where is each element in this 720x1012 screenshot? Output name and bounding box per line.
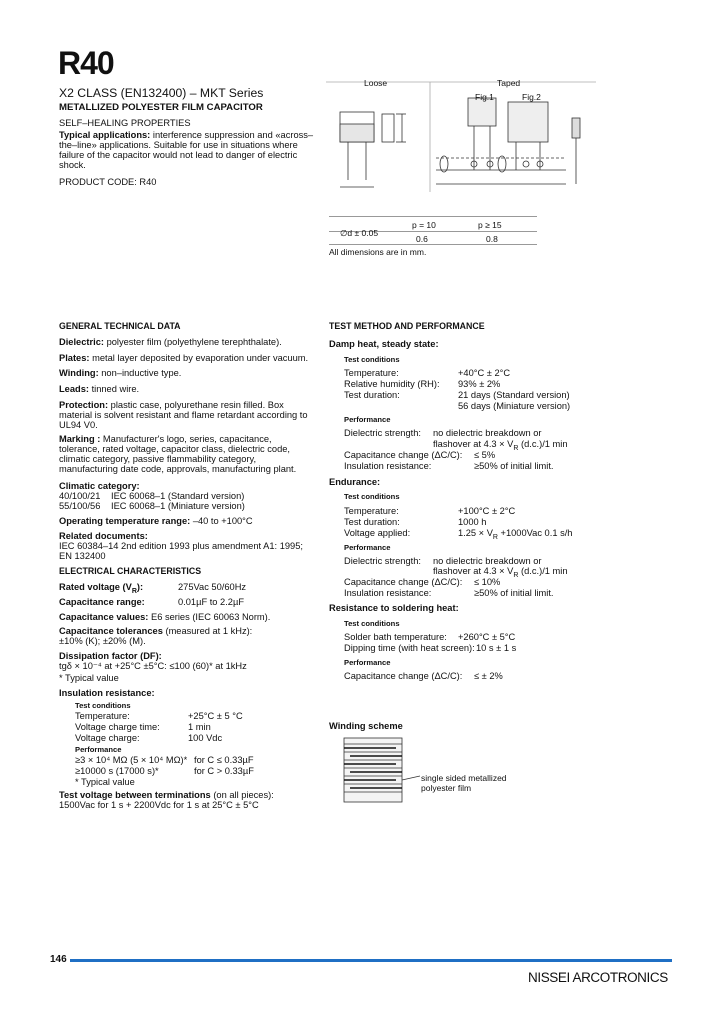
dielectric-label: Dielectric: <box>59 337 104 347</box>
winding-scheme-title: Winding scheme <box>329 721 403 731</box>
test-voltage-label: Test voltage between terminations <box>59 790 211 800</box>
ir-label: Insulation resistance: <box>59 688 155 698</box>
solder-conditions: Test conditions <box>344 619 400 628</box>
ir-volt-label: Voltage charge: <box>75 733 140 743</box>
end-ds-v2-text: flashover at 4.3 × V <box>433 566 514 576</box>
plates-label: Plates: <box>59 353 90 363</box>
dimension-drawing <box>326 72 596 212</box>
end-va-label: Voltage applied: <box>344 528 411 538</box>
climatic-code-1: 40/100/21 <box>59 491 101 501</box>
table-col1-header: p = 10 <box>412 220 436 230</box>
dimensions-note: All dimensions are in mm. <box>329 247 427 257</box>
figure-taped-label: Taped <box>497 78 521 88</box>
marking-row <box>59 434 315 474</box>
rated-voltage-label <box>59 582 143 597</box>
winding-row <box>59 368 181 379</box>
plates-value: metal layer deposited by evaporation under vacuum. <box>92 353 309 363</box>
winding-scheme-svg <box>338 734 428 806</box>
dielectric-value: polyester film (polyethylene terephthalate). <box>106 337 282 347</box>
end-ds-v2-sub: R <box>513 571 519 579</box>
winding-label: Winding: <box>59 368 99 378</box>
feature-text: SELF–HEALING PROPERTIES <box>59 118 191 128</box>
end-ds-v2-end: (d.c.)/1 min <box>518 566 568 576</box>
test-voltage-value: 1500Vac for 1 s + 2200Vdc for 1 s at 25°C ± 5°C <box>59 800 259 810</box>
related-value: IEC 60384–14 2nd edition 1993 plus amendment A1: 1995; EN 132400 <box>59 541 303 562</box>
damp-ds-value-1: no dielectric breakdown or <box>433 428 542 438</box>
solder-dip-label: Dipping time (with heat screen): <box>344 643 475 653</box>
end-dur-value: 1000 h <box>458 517 487 527</box>
solder-temp-label: Solder bath temperature: <box>344 632 447 642</box>
solder-cc-value: ≤ ± 2% <box>474 671 503 681</box>
operating-temp-label: Operating temperature range: <box>59 516 191 526</box>
damp-rh-value: 93% ± 2% <box>458 379 501 389</box>
ir-perf-1-cond: for C ≤ 0.33µF <box>194 755 254 765</box>
marking-label: Marking : <box>59 434 101 444</box>
winding-value: non–inductive type. <box>101 368 182 378</box>
end-va-value <box>458 528 572 543</box>
typical-applications-label: Typical applications: <box>59 130 151 140</box>
winding-scheme-drawing <box>338 734 428 806</box>
solder-temp-value: +260°C ± 5°C <box>458 632 516 642</box>
ir-volt-value: 100 Vdc <box>188 733 223 743</box>
product-code: PRODUCT CODE: R40 <box>59 177 157 187</box>
test-voltage-cond: (on all pieces): <box>213 790 274 800</box>
endurance-conditions: Test conditions <box>344 492 400 501</box>
end-dur-label: Test duration: <box>344 517 400 527</box>
protection-row <box>59 400 315 430</box>
end-ir-label: Insulation resistance: <box>344 588 432 598</box>
table-val1: 0.6 <box>416 234 428 244</box>
climatic-text-1: IEC 60068–1 (Standard version) <box>111 491 245 501</box>
winding-note-2: polyester film <box>421 783 472 793</box>
typical-applications <box>59 130 319 170</box>
climatic-code-2: 55/100/56 <box>59 501 101 511</box>
ir-time-value: 1 min <box>188 722 211 732</box>
table-col2-header: p ≥ 15 <box>478 220 502 230</box>
ir-perf-1: ≥3 × 10⁴ MΩ (5 × 10⁴ MΩ)* <box>75 755 188 765</box>
ir-performance: Performance <box>75 745 122 754</box>
ir-perf-2-cond: for C > 0.33µF <box>194 766 254 776</box>
damp-performance: Performance <box>344 415 391 424</box>
general-title: GENERAL TECHNICAL DATA <box>59 321 181 331</box>
damp-cc-value: ≤ 5% <box>474 450 496 460</box>
rated-voltage-sub: R <box>131 587 137 595</box>
cap-tol-value: ±10% (K); ±20% (M). <box>59 636 146 646</box>
dimension-drawing-svg <box>326 72 596 212</box>
end-va-text: 1.25 × V <box>458 528 493 538</box>
winding-note-1: single sided metallized <box>421 773 507 783</box>
cap-tol-label: Capacitance tolerances <box>59 626 163 636</box>
rated-voltage-label-text: Rated voltage (V <box>59 582 132 592</box>
leads-value: tinned wire. <box>91 384 140 394</box>
protection-label: Protection: <box>59 400 109 410</box>
table-rule-bottom <box>329 244 537 245</box>
typical-applications-text: interference suppression and «across–the–line» applications. Suitable for use in situations where failure of the capacitor would not lead to danger of electric shock. <box>59 130 314 171</box>
electrical-title: ELECTRICAL CHARACTERISTICS <box>59 566 202 576</box>
page-number: 146 <box>50 954 67 965</box>
leads-label: Leads: <box>59 384 89 394</box>
damp-temp-value: +40°C ± 2°C <box>458 368 511 378</box>
df-value: tgδ × 10⁻⁴ at +25°C ±5°C: ≤100 (60)* at 1kHz <box>59 661 247 671</box>
damp-temp-label: Temperature: <box>344 368 399 378</box>
end-cc-label: Capacitance change (ΔC/C): <box>344 577 463 587</box>
solder-cc-label: Capacitance change (ΔC/C): <box>344 671 463 681</box>
marking-value: Manufacturer's logo, series, capacitance, tolerance, rated voltage, capacitor class, dielectric code, climatic category, passive flammability category, manufacturing date code, approvals, manufacturing plant. <box>59 434 297 475</box>
capacitor-type: METALLIZED POLYESTER FILM CAPACITOR <box>59 102 263 113</box>
footer-brand: NISSEI ARCOTRONICS <box>528 970 668 985</box>
end-temp-label: Temperature: <box>344 506 399 516</box>
cap-tol-row <box>59 626 252 637</box>
damp-ds-v2-end: (d.c.)/1 min <box>518 439 568 449</box>
ir-perf-2: ≥10000 s (17000 s)* <box>75 766 159 776</box>
damp-ds-label: Dielectric strength: <box>344 428 421 438</box>
series-title: X2 CLASS (EN132400) – MKT Series <box>59 86 264 100</box>
typical-note-2: * Typical value <box>75 777 135 787</box>
leads-row <box>59 384 139 395</box>
climatic-label: Climatic category: <box>59 481 140 491</box>
end-temp-value: +100°C ± 2°C <box>458 506 516 516</box>
end-ir-value: ≥50% of initial limit. <box>474 588 554 598</box>
model-title: R40 <box>58 45 114 81</box>
cap-range-value: 0.01µF to 2.2µF <box>178 597 245 607</box>
damp-rh-label: Relative humidity (RH): <box>344 379 440 389</box>
damp-ds-v2-text: flashover at 4.3 × V <box>433 439 514 449</box>
protection-value: plastic case, polyurethane resin filled. Box material is solvent resistant and flame retardant according to UL94 V0. <box>59 400 308 431</box>
end-cc-value: ≤ 10% <box>474 577 501 587</box>
figure-fig1-label: Fig.1 <box>475 92 494 102</box>
operating-temp-row <box>59 516 253 527</box>
dielectric-row <box>59 337 282 348</box>
operating-temp-value: –40 to +100°C <box>192 516 253 526</box>
damp-cc-label: Capacitance change (ΔC/C): <box>344 450 463 460</box>
damp-ir-label: Insulation resistance: <box>344 461 432 471</box>
endurance-performance: Performance <box>344 543 391 552</box>
end-va-sub: R <box>492 533 498 541</box>
damp-ds-v2-sub: R <box>513 444 519 452</box>
related-label: Related documents: <box>59 531 148 541</box>
rated-voltage-value: 275Vac 50/60Hz <box>178 582 247 592</box>
rated-voltage-label-end: ): <box>136 582 144 592</box>
df-label: Dissipation factor (DF): <box>59 651 162 661</box>
plates-row <box>59 353 308 364</box>
footer-rule <box>70 959 672 962</box>
ir-temp-value: +25°C ± 5 °C <box>188 711 243 721</box>
typical-note-1: * Typical value <box>59 673 119 683</box>
cap-values-label: Capacitance values: <box>59 612 149 622</box>
tests-title: TEST METHOD AND PERFORMANCE <box>329 321 485 331</box>
solder-performance: Performance <box>344 658 391 667</box>
endurance-title: Endurance: <box>329 477 381 487</box>
table-val2: 0.8 <box>486 234 498 244</box>
damp-dur-value-2: 56 days (Miniature version) <box>458 401 571 411</box>
table-rule-top <box>329 216 537 217</box>
climatic-text-2: IEC 60068–1 (Miniature version) <box>111 501 245 511</box>
solder-dip-value: 10 s ± 1 s <box>476 643 517 653</box>
cap-tol-cond: (measured at 1 kHz): <box>165 626 253 636</box>
damp-title: Damp heat, steady state: <box>329 339 439 349</box>
damp-dur-value-1: 21 days (Standard version) <box>458 390 570 400</box>
cap-values-row <box>59 612 270 623</box>
ir-temp-label: Temperature: <box>75 711 130 721</box>
solder-title: Resistance to soldering heat: <box>329 603 459 613</box>
figure-loose-label: Loose <box>364 78 388 88</box>
table-row-label: ∅d ± 0.05 <box>340 228 379 238</box>
cap-values-value: E6 series (IEC 60063 Norm). <box>151 612 271 622</box>
end-va-end: +1000Vac 0.1 s/h <box>497 528 573 538</box>
damp-dur-label: Test duration: <box>344 390 400 400</box>
cap-range-label: Capacitance range: <box>59 597 145 607</box>
damp-conditions: Test conditions <box>344 355 400 364</box>
end-ds-value-1: no dielectric breakdown or <box>433 556 542 566</box>
test-voltage-row <box>59 790 274 801</box>
end-ds-label: Dielectric strength: <box>344 556 421 566</box>
ir-time-label: Voltage charge time: <box>75 722 160 732</box>
figure-fig2-label: Fig.2 <box>522 92 541 102</box>
damp-ir-value: ≥50% of initial limit. <box>474 461 554 471</box>
ir-test-conditions: Test conditions <box>75 701 131 710</box>
